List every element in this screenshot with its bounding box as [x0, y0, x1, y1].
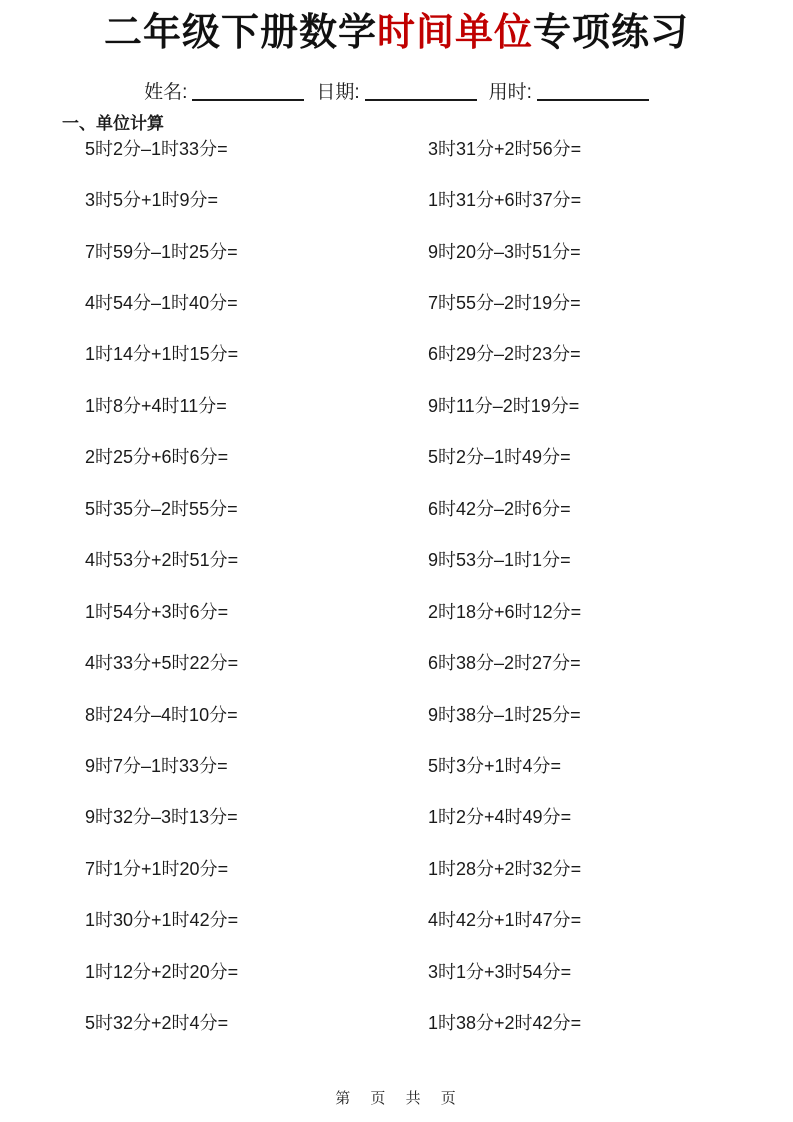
- header-field: [144, 80, 304, 106]
- problem-item: 1时30分+1时42分=: [85, 910, 239, 931]
- header-field-blank: [537, 81, 649, 101]
- problem-item: 9时53分–1时1分=: [428, 550, 571, 571]
- problem-item: 3时5分+1时9分=: [85, 190, 219, 211]
- problem-item: 9时38分–1时25分=: [428, 704, 581, 725]
- header-field: [316, 80, 476, 106]
- problem-item: 5时32分+2时4分=: [85, 1013, 229, 1034]
- header-field-blank: [365, 81, 477, 101]
- problem-item: 7时1分+1时20分=: [85, 858, 229, 879]
- problem-item: 2时25分+6时6分=: [85, 447, 229, 468]
- problem-item: 9时20分–3时51分=: [428, 241, 581, 262]
- problem-item: 1时31分+6时37分=: [428, 190, 582, 211]
- problem-item: 3时31分+2时56分=: [428, 138, 582, 159]
- problem-item: 8时24分–4时10分=: [85, 704, 238, 725]
- header-field-label: 姓名:: [144, 82, 188, 103]
- problem-item: 5时3分+1时4分=: [428, 755, 562, 776]
- title-suffix: 专项练习: [533, 12, 690, 54]
- header-field-label: 用时:: [488, 82, 532, 103]
- problem-item: 1时2分+4时49分=: [428, 807, 572, 828]
- problem-item: 4时53分+2时51分=: [85, 550, 239, 571]
- problem-item: 9时11分–2时19分=: [428, 395, 580, 416]
- problem-item: 1时12分+2时20分=: [85, 961, 239, 982]
- page-title: [0, 8, 793, 58]
- problem-item: 6时42分–2时6分=: [428, 498, 571, 519]
- header-field: [489, 80, 649, 106]
- problem-item: 5时2分–1时49分=: [428, 447, 571, 468]
- problem-item: 1时54分+3时6分=: [85, 601, 229, 622]
- problem-item: 1时14分+1时15分=: [85, 344, 239, 365]
- problem-item: 6时38分–2时27分=: [428, 653, 581, 674]
- problem-item: 4时54分–1时40分=: [85, 293, 238, 314]
- problem-item: 9时32分–3时13分=: [85, 807, 238, 828]
- problem-item: 7时59分–1时25分=: [85, 241, 238, 262]
- title-prefix: 二年级下册数学: [103, 12, 377, 54]
- problem-item: 4时42分+1时47分=: [428, 910, 582, 931]
- problem-item: 5时2分–1时33分=: [85, 138, 228, 159]
- problem-item: 2时18分+6时12分=: [428, 601, 582, 622]
- problem-item: 4时33分+5时22分=: [85, 653, 239, 674]
- problem-item: 1时28分+2时32分=: [428, 858, 582, 879]
- title-highlight: 时间单位: [376, 12, 533, 54]
- problem-item: 9时7分–1时33分=: [85, 755, 228, 776]
- problem-item: 3时1分+3时54分=: [428, 961, 572, 982]
- section-heading: 一、单位计算: [62, 114, 164, 133]
- problems-grid: [85, 122, 793, 1048]
- problem-item: 1时8分+4时11分=: [85, 395, 227, 416]
- header-field-blank: [192, 81, 304, 101]
- problem-item: 1时38分+2时42分=: [428, 1013, 582, 1034]
- page-footer: 第 页 共 页: [335, 1090, 458, 1107]
- problem-item: 6时29分–2时23分=: [428, 344, 581, 365]
- problem-item: 5时35分–2时55分=: [85, 498, 238, 519]
- header-fields-row: [0, 80, 793, 106]
- problem-item: 7时55分–2时19分=: [428, 293, 581, 314]
- header-field-label: 日期:: [316, 82, 360, 103]
